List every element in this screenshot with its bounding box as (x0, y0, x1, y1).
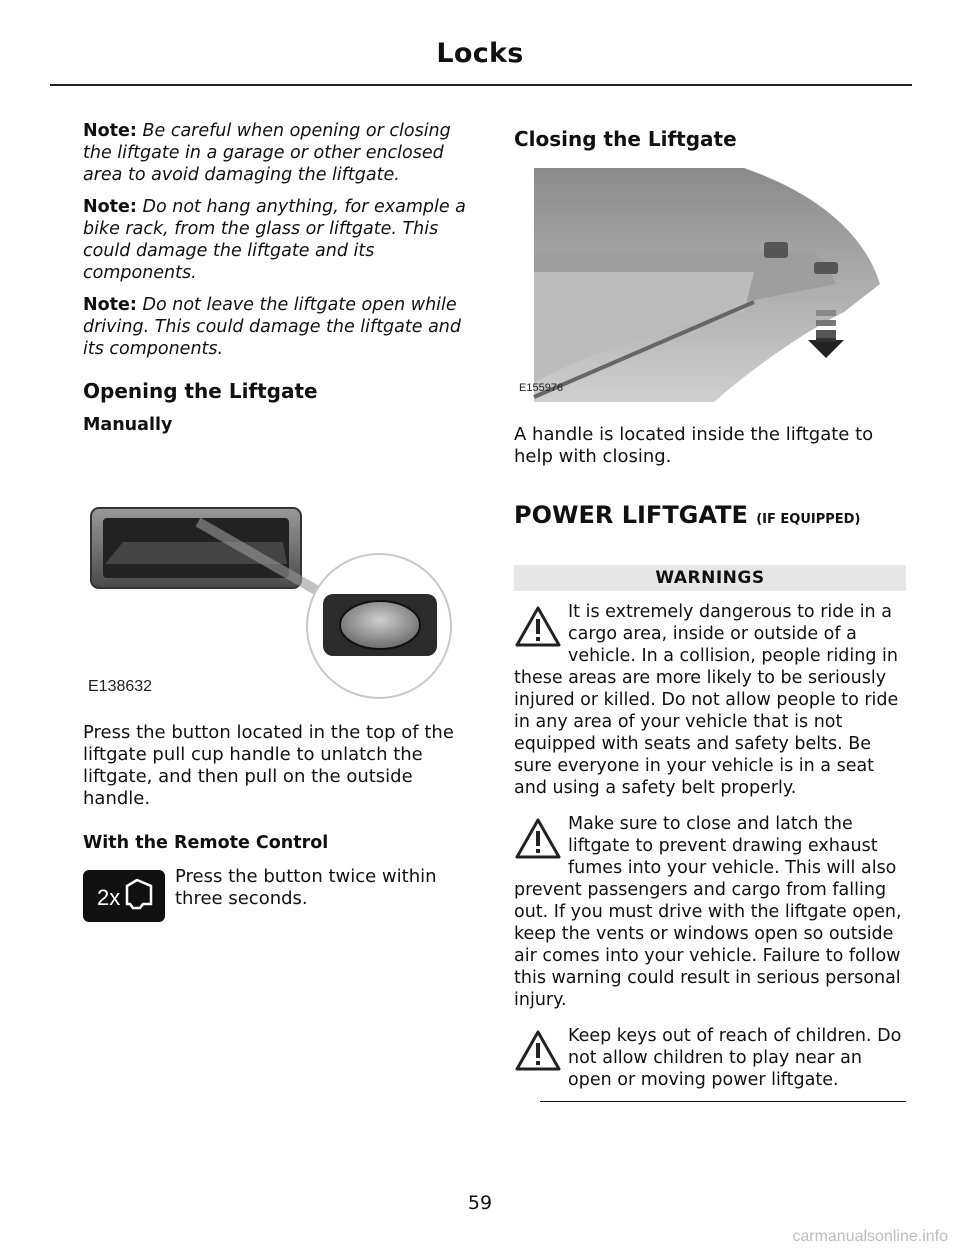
remote-text: Press the button twice within three seconds. (175, 866, 437, 909)
warnings-end-rule (540, 1101, 906, 1102)
svg-text:2x: 2x (97, 885, 121, 910)
right-column (514, 120, 906, 1102)
page-number: 59 (467, 1192, 493, 1214)
pull-cup-handle-figure (83, 446, 476, 704)
page-title: Locks (436, 38, 524, 69)
warning-2 (514, 813, 906, 1011)
note-3: Note: Do not leave the liftgate open while driving. This could damage the liftgate and its components. (83, 295, 462, 359)
warning-triangle-icon (514, 605, 562, 649)
liftgate-remote-icon (83, 870, 165, 922)
remote-instruction (83, 866, 476, 956)
closing-heading: Closing the Liftgate (514, 127, 737, 151)
power-liftgate-title: POWER LIFTGATE (IF EQUIPPED) (514, 501, 861, 529)
remote-heading: With the Remote Control (83, 833, 329, 853)
opening-heading: Opening the Liftgate (83, 379, 318, 403)
warning-triangle-icon (514, 817, 562, 861)
watermark: carmanualsonline.info (792, 1228, 948, 1245)
warning-3 (514, 1025, 906, 1091)
figure-code: E155976 (519, 382, 564, 394)
warning-text: It is extremely dangerous to ride in a cargo area, inside or outside of a vehicle. In a collision, people riding in these areas are more likely to be seriously injured or killed. Do not allow people to ride in any area of your vehicle that is not equipped with seats and safety belts. Be sure everyone in your vehicle is in a seat and using a safety belt properly. (514, 602, 899, 798)
warning-text: Make sure to close and latch the liftgate to prevent drawing exhaust fumes into your vehicle. This will also prevent passengers and cargo from falling out. If you must drive with the liftgate open, keep the vents or windows open so outside air comes into your vehicle. Failure to follow this warning could result in serious personal injury. (514, 814, 902, 1010)
note-1: Note: Be careful when opening or closing the liftgate in a garage or other enclosed area to avoid damaging the liftgate. (83, 121, 451, 185)
liftgate-closing-illustration (514, 162, 906, 402)
manual-instructions: Press the button located in the top of the liftgate pull cup handle to unlatch the liftgate, and then pull on the outside handle. (83, 722, 454, 809)
warning-triangle-icon (514, 1029, 562, 1073)
warning-1 (514, 601, 906, 799)
manually-heading: Manually (83, 415, 173, 435)
pull-cup-handle-illustration (83, 446, 476, 704)
left-column (83, 120, 476, 956)
header-divider (50, 84, 912, 86)
liftgate-figure (514, 162, 906, 402)
closing-instructions: A handle is located inside the liftgate to help with closing. (514, 424, 874, 467)
warning-text: Keep keys out of reach of children. Do not allow children to play near an open or moving power liftgate. (568, 1026, 902, 1090)
warnings-banner: WARNINGS (514, 565, 906, 591)
figure-code: E138632 (88, 678, 153, 695)
note-2: Note: Do not hang anything, for example a bike rack, from the glass or liftgate. This could damage the liftgate and its components. (83, 197, 466, 283)
